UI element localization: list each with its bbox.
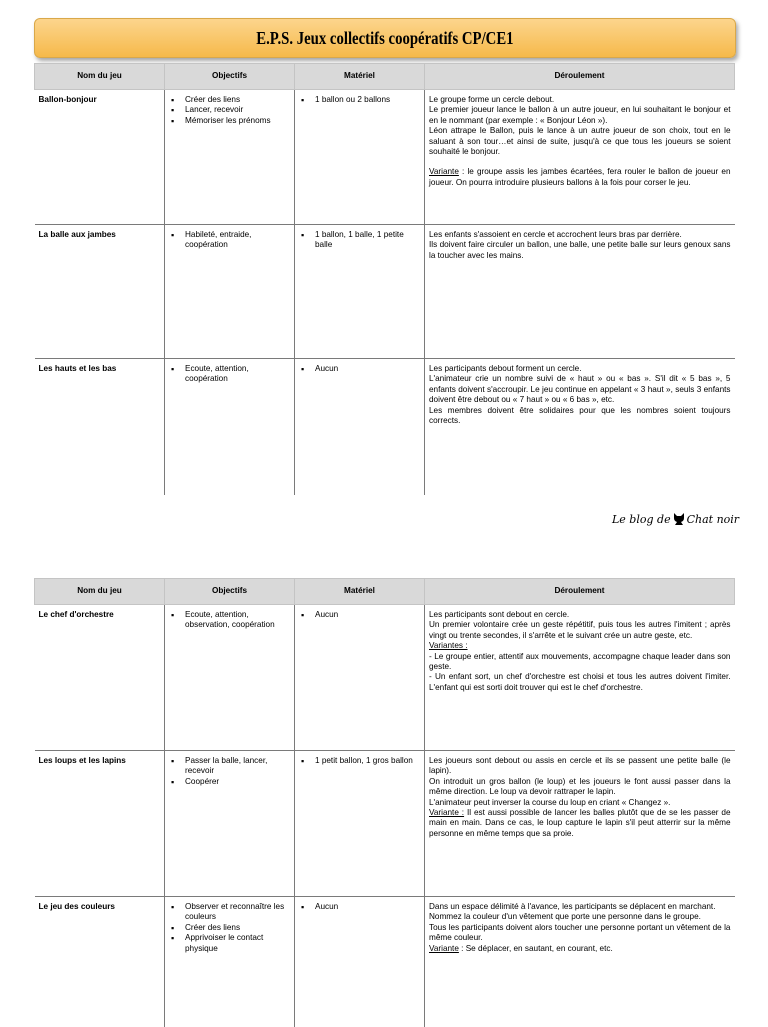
games-table-1 xyxy=(34,63,735,495)
objectives-list xyxy=(169,230,290,251)
variant-label: Variante : xyxy=(429,808,465,818)
description-text: Un premier volontaire crée un geste répétitif, puis tous les autres l'imitent ; après vingt ou trente secondes, il s'arrête et le suivant crée un autre geste, etc. xyxy=(429,620,731,640)
title-banner xyxy=(34,18,736,58)
description-line xyxy=(429,672,731,693)
column-header: Objectifs xyxy=(165,64,295,90)
description-text: Les joueurs sont debout ou assis en cercle et ils se passent une petite balle (le lapin). xyxy=(429,756,731,776)
objective-item: ▪ Lancer, recevoir xyxy=(169,105,290,115)
objectives-cell xyxy=(165,225,295,359)
description-line xyxy=(429,912,731,922)
description-cell xyxy=(425,90,735,225)
material-item: ▪ 1 ballon, 1 balle, 1 petite balle xyxy=(299,230,420,251)
objectives-list xyxy=(169,610,290,631)
objective-item: ▪ Ecoute, attention, coopération xyxy=(169,364,290,385)
variant-label: Variantes : xyxy=(429,641,468,651)
material-item: ▪ 1 petit ballon, 1 gros ballon xyxy=(299,756,420,766)
objectives-cell xyxy=(165,897,295,1027)
blog-logo xyxy=(612,512,739,526)
materials-list xyxy=(299,610,420,620)
description-line xyxy=(429,652,731,673)
description-text: : Se déplacer, en sautant, en courant, etc. xyxy=(458,943,613,953)
objective-item: ▪ Observer et reconnaître les couleurs xyxy=(169,902,290,923)
materials-list xyxy=(299,364,420,374)
description-line xyxy=(429,902,731,912)
description-line xyxy=(429,126,731,157)
cat-icon xyxy=(673,512,685,526)
objective-item: ▪ Apprivoiser le contact physique xyxy=(169,933,290,954)
description-text: Ils doivent faire circuler un ballon, une balle, une petite balle sur leurs genoux sans la toucher avec les mains. xyxy=(429,240,731,260)
description-line xyxy=(429,374,731,405)
description-line xyxy=(429,105,731,126)
description-text: Les enfants s'assoient en cercle et accrochent leurs bras par derrière. xyxy=(429,230,682,239)
description-text: Le groupe forme un cercle debout. xyxy=(429,95,555,104)
game-name: Le jeu des couleurs xyxy=(35,897,165,1027)
objective-item: ▪ Ecoute, attention, observation, coopération xyxy=(169,610,290,631)
material-item: ▪ Aucun xyxy=(299,902,420,912)
objectives-cell xyxy=(165,359,295,495)
table-header xyxy=(35,64,735,90)
table-row xyxy=(35,605,735,751)
description-line xyxy=(429,923,731,944)
description-cell xyxy=(425,751,735,897)
table-row xyxy=(35,225,735,359)
variant-label: Variante xyxy=(429,167,459,177)
column-header: Matériel xyxy=(295,579,425,605)
description-cell xyxy=(425,605,735,751)
description-line xyxy=(429,756,731,777)
description-text: Tous les participants doivent alors toucher une personne portant un vêtement de la même couleur. xyxy=(429,922,731,943)
description-line xyxy=(429,406,731,427)
description-text: Les participants debout forment un cercle. xyxy=(429,364,582,373)
description-line xyxy=(429,808,731,839)
objectives-list xyxy=(169,902,290,954)
game-name: Les loups et les lapins xyxy=(35,751,165,897)
objectives-cell xyxy=(165,751,295,897)
materials-cell xyxy=(295,225,425,359)
games-table-2 xyxy=(34,578,735,1027)
objective-item: ▪ Coopérer xyxy=(169,777,290,787)
material-item: ▪ Aucun xyxy=(299,610,420,620)
description-text: Les membres doivent être solidaires pour que les nombres soient toujours corrects. xyxy=(429,405,731,426)
materials-list xyxy=(299,902,420,912)
column-header: Nom du jeu xyxy=(35,579,165,605)
page-title: E.P.S. Jeux collectifs coopératifs CP/CE1 xyxy=(256,27,514,48)
column-header: Matériel xyxy=(295,64,425,90)
game-name: Ballon-bonjour xyxy=(35,90,165,225)
logo-text-1: Le blog de xyxy=(612,512,671,526)
description-gap xyxy=(429,157,731,167)
column-header: Objectifs xyxy=(165,579,295,605)
column-header: Déroulement xyxy=(425,64,735,90)
logo-text-2: Chat noir xyxy=(686,512,740,526)
description-line xyxy=(429,620,731,641)
material-item: ▪ 1 ballon ou 2 ballons xyxy=(299,95,420,105)
description-line xyxy=(429,944,731,954)
table-row xyxy=(35,90,735,225)
description-line xyxy=(429,230,731,240)
table-header xyxy=(35,579,735,605)
description-text: - Un enfant sort, un chef d'orchestre est choisi et tous les autres doivent l'imiter. L'enfant qui est sorti doit trouver qui est le chef d'orchestre. xyxy=(429,672,731,692)
description-text: L'animateur peut inverser la course du loup en criant « Changez ». xyxy=(429,797,671,807)
objective-item: ▪ Habileté, entraide, coopération xyxy=(169,230,290,251)
description-text: Le premier joueur lance le ballon à un autre joueur, en lui souhaitant le bonjour et en le nommant (par exemple : « Bonjour Léon »). xyxy=(429,105,731,125)
description-line xyxy=(429,641,731,651)
objectives-list xyxy=(169,95,290,126)
description-line xyxy=(429,364,731,374)
table-row xyxy=(35,751,735,897)
objectives-cell xyxy=(165,90,295,225)
description-line xyxy=(429,95,731,105)
objectives-list xyxy=(169,364,290,385)
description-line xyxy=(429,167,731,188)
description-cell xyxy=(425,897,735,1027)
description-line xyxy=(429,610,731,620)
objective-item: ▪ Créer des liens xyxy=(169,95,290,105)
materials-cell xyxy=(295,751,425,897)
material-item: ▪ Aucun xyxy=(299,364,420,374)
materials-list xyxy=(299,95,420,105)
column-header: Déroulement xyxy=(425,579,735,605)
objective-item: ▪ Créer des liens xyxy=(169,923,290,933)
description-cell xyxy=(425,225,735,359)
game-name: Le chef d'orchestre xyxy=(35,605,165,751)
objectives-list xyxy=(169,756,290,787)
materials-cell xyxy=(295,90,425,225)
description-text: Il est aussi possible de lancer les balles plutôt que de se les passer de main en main. Dans ce cas, le loup capture le lapin s'il peut atterrir sur la même personne en même temps que sa proie. xyxy=(429,808,731,838)
game-name: Les hauts et les bas xyxy=(35,359,165,495)
table-row xyxy=(35,359,735,495)
materials-cell xyxy=(295,605,425,751)
description-line xyxy=(429,777,731,798)
materials-list xyxy=(299,756,420,766)
description-text: Les participants sont debout en cercle. xyxy=(429,610,570,619)
description-text: - Le groupe entier, attentif aux mouvements, accompagne chaque leader dans son geste. xyxy=(429,651,731,672)
description-text: : le groupe assis les jambes écartées, fera rouler le ballon de joueur en joueur. On pourra introduire plusieurs ballons à la fois pour corser le jeu. xyxy=(429,167,731,187)
description-text: On introduit un gros ballon (le loup) et les joueurs le font aussi passer dans la même direction. Le loup va devoir rattraper le lapin. xyxy=(429,776,731,797)
description-text: Léon attrape le Ballon, puis le lance à un autre joueur de son choix, tout en le saluant à son tour…et ainsi de suite, jusqu'à ce que tous les joueurs se soient souhaité le bonjour. xyxy=(429,126,731,157)
description-cell xyxy=(425,359,735,495)
description-text: Nommez la couleur d'un vêtement que porte une personne dans le groupe. xyxy=(429,912,701,922)
description-line xyxy=(429,240,731,261)
materials-cell xyxy=(295,359,425,495)
game-name: La balle aux jambes xyxy=(35,225,165,359)
description-line xyxy=(429,798,731,808)
objectives-cell xyxy=(165,605,295,751)
description-text: L'animateur crie un nombre suivi de « haut » ou « bas ». S'il dit « 5 bas », 5 enfants doivent s'accroupir. Le jeu continue en appelant « 3 haut », seuls 3 enfants doivent être debout ou « 7 haut » ou « 6 bas », etc. xyxy=(429,374,731,405)
materials-cell xyxy=(295,897,425,1027)
variant-label: Variante xyxy=(429,943,459,953)
objective-item: ▪ Mémoriser les prénoms xyxy=(169,116,290,126)
materials-list xyxy=(299,230,420,251)
column-header: Nom du jeu xyxy=(35,64,165,90)
table-row xyxy=(35,897,735,1027)
description-text: Dans un espace délimité à l'avance, les participants se déplacent en marchant. xyxy=(429,902,716,911)
objective-item: ▪ Passer la balle, lancer, recevoir xyxy=(169,756,290,777)
